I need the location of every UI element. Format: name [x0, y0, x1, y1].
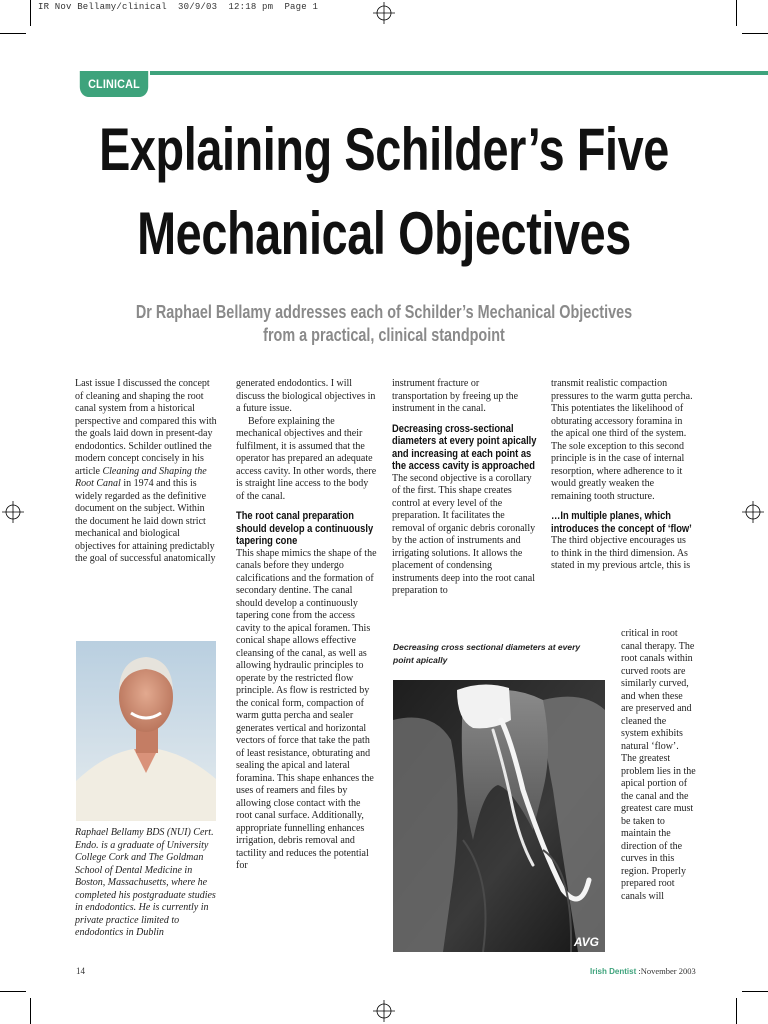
col4-paragraph-1: transmit realistic compaction pressures to the warm gutta percha. This potentiates the likelihood of obturating accessory foramina in the apical one third of the system. The sole exception to this second principle is in the case of internal resorption, where adherence to it would greatly weaken the remaining tooth structure. [551, 378, 693, 502]
article-title [84, 108, 683, 276]
col4-subheading: …In multiple planes, which introduces the concept of ‘flow’ [551, 510, 692, 535]
col2-subheading: The root canal preparation should develop a continuously tapering cone [236, 510, 374, 547]
col3-paragraph-1: instrument fracture or transportation by freeing up the instrument in the canal. [392, 378, 519, 414]
crop-mark-bl-v [30, 998, 31, 1024]
registration-mark-right [742, 501, 764, 523]
section-rule [150, 71, 768, 75]
figure-caption: Decreasing cross sectional diameters at every point apically [393, 642, 581, 665]
column-1-text [75, 378, 218, 566]
column-2-text [236, 378, 378, 873]
col2-paragraph-2: Before explaining the mechanical objectives and their fulfilment, it is assumed that the operator has prepared an adequate access cavity. In other words, there is straight line access to the body of the canal. [236, 415, 377, 502]
registration-mark-bottom [373, 1000, 395, 1022]
crop-mark-tr-h [742, 33, 768, 34]
article-standfirst [77, 301, 691, 347]
title-line-2: Mechanical Objectives [137, 200, 631, 267]
page-number: 14 [76, 966, 85, 976]
column-4-text [551, 378, 695, 573]
crop-mark-br-v [736, 998, 737, 1024]
column-3-text [392, 378, 537, 598]
publication-footer [590, 966, 696, 976]
registration-mark-top [373, 2, 395, 24]
crop-mark-bl-h [0, 991, 26, 992]
standfirst-line-2: from a practical, clinical standpoint [263, 325, 505, 345]
section-label: CLINICAL [80, 71, 148, 97]
col2-paragraph-3: This shape mimics the shape of the canals before they undergo calcifications and the formation of secondary dentine. The canal should develop a continuously tapering cone from the access cavity to the apical foramen. This conical shape allows effective cleansing of the canal, as well as allowing hydraulic principles to operate by the restricted flow principle. As flow is restricted by the conical form, compaction of warm gutta percha and sealer generates vertical and horizontal vectors of force that take the path of least resistance, obturating and sealing the apical and lateral foramina. This shape enhances the uses of reamers and files by allowing close contact with the root canal surface. Additionally, appropriate funnelling enhances irrigation, debris removal and tactility and reduces the potential for [236, 547, 377, 871]
col4-paragraph-2: The third objective encourages us to think in the third dimension. As stated in my previous artcle, this is [551, 535, 691, 571]
col3-subheading: Decreasing cross-sectional diameters at every point apically and increasing at each point as the access cavity is approached [392, 422, 537, 472]
title-line-1: Explaining Schilder’s Five [99, 116, 669, 183]
col1-paragraph: Last issue I discussed the concept of cleaning and shaping the root canal system from a historical perspective and compared this with the goals laid down in present-day endodontics. Schilder outlined the modern concept concisely in his article Cleaning and Shaping the Root Canal in 1974 and this is widely regarded as the definitive document on the subject. Within the document he laid down strict mechanical and biological objectives for attaining predictably the goal of successful anatomically [75, 378, 217, 564]
crop-mark-tr-v [736, 0, 737, 26]
footer-separator: : [636, 966, 641, 976]
publication-name: Irish Dentist [590, 967, 637, 976]
radiograph-figure [393, 680, 605, 952]
registration-mark-left [2, 501, 24, 523]
author-photo [76, 641, 216, 821]
radiograph-image [393, 680, 605, 952]
crop-mark-tl-h [0, 33, 26, 34]
article-reference: Cleaning and Shaping the Root Canal [75, 465, 207, 489]
issue-date: November 2003 [640, 966, 696, 976]
printer-slug: IR Nov Bellamy/clinical 30/9/03 12:18 pm Page 1 [38, 2, 319, 12]
crop-mark-tl-v [30, 0, 31, 26]
author-bio: Raphael Bellamy BDS (NUI) Cert. Endo. is a graduate of University College Cork and The Goldman School of Dental Medicine in Boston, Massachusetts, where he completed his postgraduate studies in endodontics. He is currently in private practice limited to endodontics in Dublin [75, 827, 216, 938]
crop-mark-br-h [742, 991, 768, 992]
column-4-wrap-text: critical in root canal therapy. The root canals within curved roots are similarly curved, and when these are preserved and cleaned the system exhibits natural ‘flow’. The greatest problem lies in the apical portion of the canal and the greatest care must be taken to maintain the direction of the curves in this region. Properly prepared root canals will [621, 628, 696, 902]
col2-paragraph-1: generated endodontics. I will discuss the biological objectives in a future issue. [236, 378, 376, 414]
standfirst-line-1: Dr Raphael Bellamy addresses each of Schilder’s Mechanical Objectives [135, 302, 633, 322]
col3-paragraph-2: The second objective is a corollary of the first. This shape creates control at every level of the preparation. It facilitates the removal of organic debris coronally by the action of instruments and irrigating solutions. It allows the placement of condensing instruments deep into the root canal preparation to [392, 472, 536, 596]
radiograph-label: AVG [573, 935, 599, 949]
